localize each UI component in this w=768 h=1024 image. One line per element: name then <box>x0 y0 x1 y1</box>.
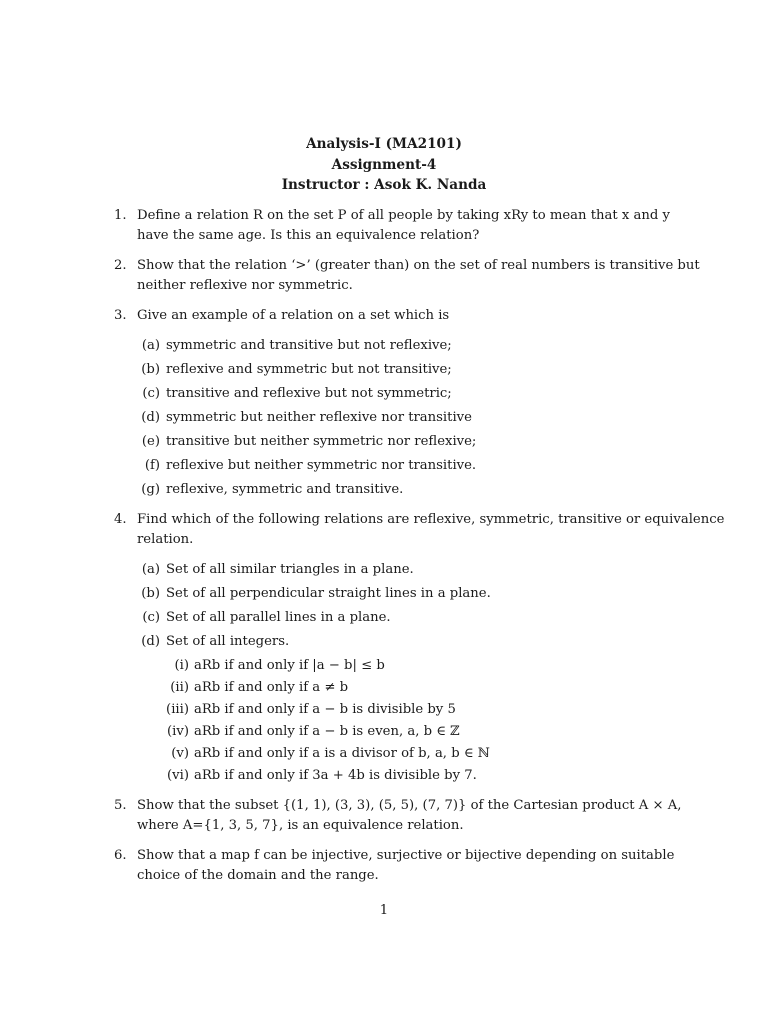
problem-text: Give an example of a relation on a set which is <box>137 308 450 323</box>
subitem-label: (iv) <box>167 724 189 739</box>
problem-text: choice of the domain and the range. <box>137 868 379 883</box>
assignment-title: Assignment-4 <box>331 157 437 173</box>
item-label: (g) <box>141 482 160 497</box>
problem-text: have the same age. Is this an equivalence relation? <box>137 228 480 243</box>
item-text: Set of all perpendicular straight lines in a plane. <box>166 586 491 601</box>
item-text: reflexive and symmetric but not transitive; <box>166 362 452 377</box>
item-text: transitive and reflexive but not symmetric; <box>166 386 452 401</box>
item-text: Set of all integers. <box>166 634 290 649</box>
problem-number: 3. <box>114 308 127 323</box>
problem-text: Define a relation R on the set P of all people by taking xRy to mean that x and y <box>137 208 670 223</box>
item-text: symmetric and transitive but not reflexive; <box>166 338 452 353</box>
page-number: 1 <box>379 903 389 918</box>
problem-text: Show that the subset {(1, 1), (3, 3), (5, 5), (7, 7)} of the Cartesian product A × A, <box>137 798 682 813</box>
subitem-text: aRb if and only if |a − b| ≤ b <box>194 658 385 673</box>
subitem-text: aRb if and only if a − b is divisible by 5 <box>194 702 456 717</box>
item-label: (c) <box>142 610 160 625</box>
problem-text: neither reflexive nor symmetric. <box>137 278 353 293</box>
problem-number: 1. <box>114 208 127 223</box>
item-label: (b) <box>141 362 160 377</box>
subitem-text: aRb if and only if 3a + 4b is divisible by 7. <box>194 768 477 783</box>
problem-text: Find which of the following relations are reflexive, symmetric, transitive or equivalence <box>137 512 725 527</box>
item-label: (a) <box>141 338 160 353</box>
problem-text: where A={1, 3, 5, 7}, is an equivalence relation. <box>137 818 464 833</box>
subitem-label: (vi) <box>167 768 189 783</box>
problem-number: 6. <box>114 848 127 863</box>
subitem-label: (iii) <box>166 702 189 717</box>
subitem-text: aRb if and only if a is a divisor of b, a, b ∈ ℕ <box>194 746 490 761</box>
problem-text: relation. <box>137 532 194 547</box>
item-label: (d) <box>141 634 160 649</box>
item-label: (b) <box>141 586 160 601</box>
item-text: Set of all parallel lines in a plane. <box>166 610 391 625</box>
instructor-line: Instructor : Asok K. Nanda <box>281 177 487 193</box>
item-label: (c) <box>142 386 160 401</box>
item-text: reflexive, symmetric and transitive. <box>166 482 404 497</box>
item-label: (e) <box>141 434 160 449</box>
item-text: reflexive but neither symmetric nor transitive. <box>166 458 477 473</box>
problem-number: 2. <box>114 258 127 273</box>
subitem-label: (i) <box>174 658 189 673</box>
item-label: (d) <box>141 410 160 425</box>
item-text: Set of all similar triangles in a plane. <box>166 562 414 577</box>
item-text: symmetric but neither reflexive nor transitive <box>166 410 472 425</box>
subitem-text: aRb if and only if a − b is even, a, b ∈ ℤ <box>194 724 460 739</box>
item-text: transitive but neither symmetric nor reflexive; <box>166 434 477 449</box>
item-label: (f) <box>144 458 160 473</box>
problem-number: 5. <box>114 798 127 813</box>
subitem-label: (v) <box>171 746 189 761</box>
problem-text: Show that the relation ‘>’ (greater than) on the set of real numbers is transitive but <box>137 258 700 273</box>
item-label: (a) <box>141 562 160 577</box>
problem-number: 4. <box>114 512 127 527</box>
subitem-label: (ii) <box>170 680 189 695</box>
problem-text: Show that a map f can be injective, surjective or bijective depending on suitable <box>137 848 675 863</box>
course-title: Analysis-I (MA2101) <box>306 136 462 152</box>
subitem-text: aRb if and only if a ≠ b <box>194 680 349 695</box>
